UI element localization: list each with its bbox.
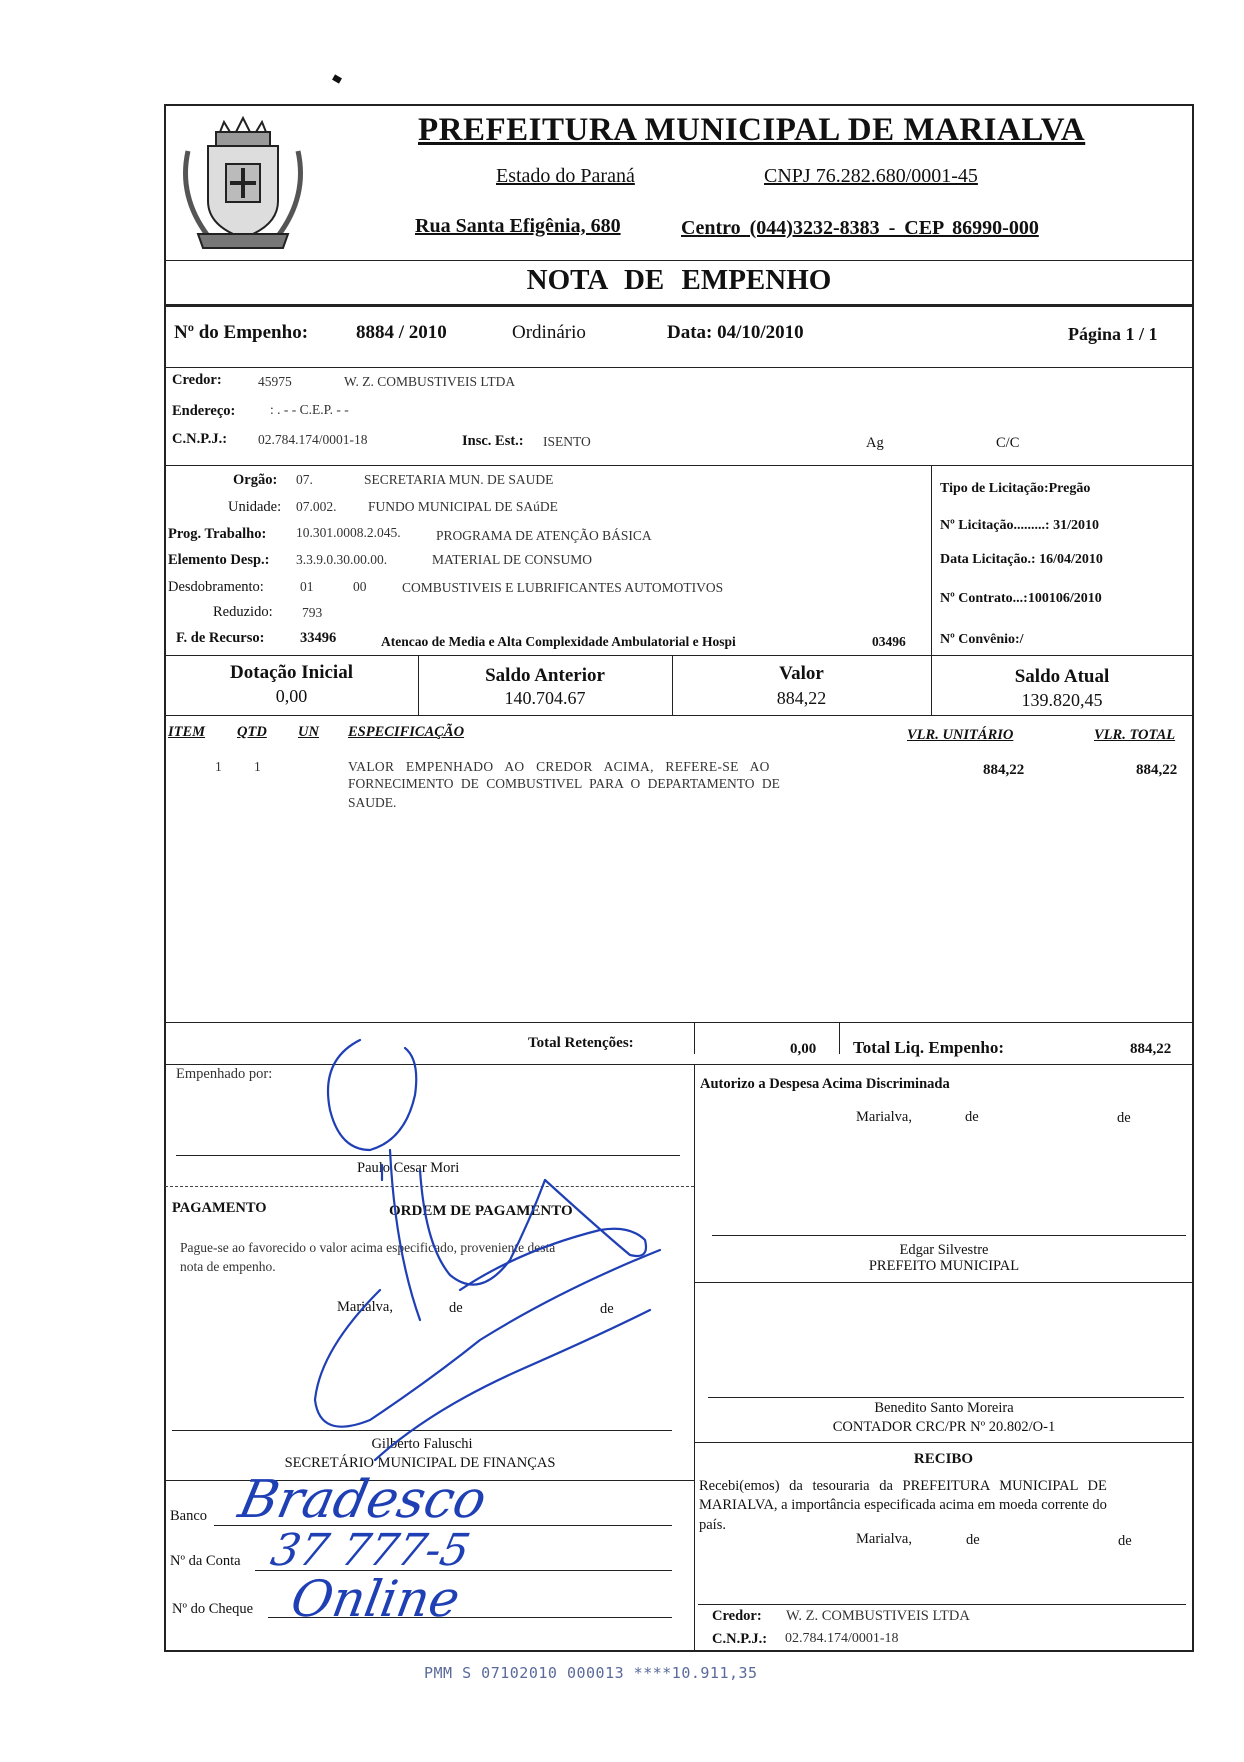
licitacao-tipo: Tipo de Licitação:Pregão bbox=[940, 481, 1091, 496]
empenho-label: Nº do Empenho: bbox=[174, 322, 309, 343]
divider bbox=[694, 1064, 695, 1650]
autorizo-place: Marialva, bbox=[856, 1109, 912, 1125]
coat-of-arms-logo bbox=[168, 106, 318, 256]
prog-name: PROGRAMA DE ATENÇÃO BÁSICA bbox=[436, 528, 652, 543]
divider bbox=[165, 304, 1193, 307]
ag-label: Ag bbox=[866, 435, 884, 451]
divider bbox=[165, 715, 1193, 716]
header-address-rest: Centro (044)3232-8383 - CEP 86990-000 bbox=[681, 217, 1039, 239]
recurso-code: 33496 bbox=[300, 630, 337, 646]
page-number: Página 1 / 1 bbox=[1068, 324, 1158, 344]
divider bbox=[931, 465, 932, 655]
recibo-line3: país. bbox=[699, 1517, 726, 1533]
insc-label: Insc. Est.: bbox=[462, 433, 524, 449]
col-unit-header: VLR. UNITÁRIO bbox=[907, 727, 1014, 743]
saldo-anterior-value: 140.704.67 bbox=[504, 688, 586, 708]
licitacao-contrato: Nº Contrato...:100106/2010 bbox=[940, 591, 1102, 606]
divider bbox=[165, 655, 1193, 656]
autorizo-title: Autorizo a Despesa Acima Discriminada bbox=[700, 1076, 950, 1092]
dotacao-inicial-value: 0,00 bbox=[275, 686, 308, 706]
item-number: 1 bbox=[215, 759, 222, 774]
recurso-name: Atencao de Media e Alta Complexidade Ambulatorial e Hospi bbox=[381, 634, 736, 649]
recibo-place: Marialva, bbox=[856, 1531, 912, 1547]
endereco-value: : . - - C.E.P. - - bbox=[270, 402, 349, 417]
contador-name: Benedito Santo Moreira bbox=[874, 1400, 1014, 1416]
header-address: Rua Santa Efigênia, 680 bbox=[415, 215, 621, 237]
cnpj-value: 02.784.174/0001-18 bbox=[258, 432, 368, 447]
divider bbox=[165, 260, 1193, 261]
header-cnpj: CNPJ 76.282.680/0001-45 bbox=[764, 165, 978, 187]
recibo-line1: Recebi(emos) da tesouraria da PREFEITURA MUNICIPAL DE bbox=[699, 1478, 1107, 1494]
credor-label: Credor: bbox=[172, 372, 222, 388]
licitacao-convenio: Nº Convênio:/ bbox=[940, 632, 1024, 647]
col-espec-header: ESPECIFICAÇÃO bbox=[348, 724, 465, 740]
pagamento-signer-role: SECRETÁRIO MUNICIPAL DE FINANÇAS bbox=[284, 1455, 556, 1471]
recibo-cnpj-value: 02.784.174/0001-18 bbox=[785, 1631, 899, 1646]
divider bbox=[165, 1186, 694, 1187]
divider bbox=[694, 1022, 695, 1054]
reduzido-value: 793 bbox=[302, 605, 323, 620]
licitacao-data: Data Licitação.: 16/04/2010 bbox=[940, 552, 1103, 567]
recibo-cnpj-label: C.N.P.J.: bbox=[712, 1631, 768, 1647]
autorizo-de2: de bbox=[1117, 1110, 1131, 1126]
item-desc-line1: VALOR EMPENHADO AO CREDOR ACIMA, REFERE-SE AO bbox=[348, 759, 770, 774]
desdobramento-name: COMBUSTIVEIS E LUBRIFICANTES AUTOMOTIVOS bbox=[402, 580, 724, 595]
recibo-de2: de bbox=[1118, 1533, 1132, 1549]
banco-handwritten: Bradesco bbox=[233, 1470, 492, 1530]
elemento-code: 3.3.9.0.30.00.00. bbox=[296, 552, 388, 567]
total-liquido-value: 884,22 bbox=[1130, 1041, 1172, 1057]
recibo-de1: de bbox=[966, 1532, 980, 1548]
pagamento-text-line1: Pague-se ao favorecido o valor acima especificado, proveniente desta bbox=[180, 1240, 556, 1255]
document-title: NOTA DE EMPENHO bbox=[526, 264, 832, 296]
conta-label: Nº da Conta bbox=[170, 1553, 241, 1569]
recibo-credor-value: W. Z. COMBUSTIVEIS LTDA bbox=[786, 1608, 970, 1624]
empenhado-label: Empenhado por: bbox=[176, 1066, 273, 1082]
valor-value: 884,22 bbox=[776, 688, 827, 708]
desdobramento-code2: 00 bbox=[353, 579, 367, 594]
empenhado-name: Paulo Cesar Mori bbox=[357, 1160, 460, 1176]
conta-handwritten: 37 777-5 bbox=[266, 1525, 475, 1576]
credor-name: W. Z. COMBUSTIVEIS LTDA bbox=[344, 374, 516, 389]
item-desc-line3: SAUDE. bbox=[348, 795, 397, 810]
total-retencoes-label: Total Retenções: bbox=[528, 1035, 634, 1051]
scan-speck bbox=[332, 74, 342, 83]
recibo-line2: MARIALVA, a importância especificada acima em moeda corrente do bbox=[699, 1497, 1107, 1513]
item-qtd: 1 bbox=[254, 759, 261, 774]
col-qtd-header: QTD bbox=[237, 724, 267, 740]
autorizo-signer-name: Edgar Silvestre bbox=[899, 1242, 989, 1258]
item-total-value: 884,22 bbox=[1136, 762, 1178, 778]
banco-label: Banco bbox=[170, 1508, 208, 1524]
cheque-label: Nº do Cheque bbox=[172, 1601, 254, 1617]
orgao-name: SECRETARIA MUN. DE SAUDE bbox=[364, 472, 554, 487]
signature-line bbox=[176, 1155, 680, 1156]
divider bbox=[165, 367, 1193, 368]
endereco-label: Endereço: bbox=[172, 403, 236, 419]
recibo-credor-label: Credor: bbox=[712, 1608, 762, 1624]
col-un-header: UN bbox=[298, 724, 319, 740]
insc-value: ISENTO bbox=[543, 434, 591, 449]
pagamento-place: Marialva, bbox=[337, 1299, 393, 1315]
pagamento-signer-name: Gilberto Faluschi bbox=[371, 1436, 473, 1452]
saldo-anterior-label: Saldo Anterior bbox=[485, 665, 605, 686]
signature-line bbox=[172, 1430, 672, 1431]
autorizo-signer-role: PREFEITO MUNICIPAL bbox=[868, 1258, 1020, 1274]
header-state: Estado do Paraná bbox=[496, 165, 635, 187]
saldo-atual-label: Saldo Atual bbox=[1014, 666, 1110, 687]
elemento-name: MATERIAL DE CONSUMO bbox=[432, 552, 593, 567]
col-total-header: VLR. TOTAL bbox=[1094, 727, 1176, 743]
divider bbox=[839, 1022, 840, 1054]
signature-line bbox=[712, 1235, 1186, 1236]
credor-code: 45975 bbox=[258, 374, 292, 389]
empenho-number: 8884 / 2010 bbox=[356, 322, 447, 343]
item-desc-line2: FORNECIMENTO DE COMBUSTIVEL PARA O DEPARTAMENTO DE bbox=[348, 776, 780, 791]
total-retencoes-value: 0,00 bbox=[790, 1041, 817, 1057]
divider bbox=[165, 1064, 1193, 1065]
recurso-label: F. de Recurso: bbox=[176, 630, 265, 646]
divider bbox=[165, 1022, 1193, 1023]
pagamento-label: PAGAMENTO bbox=[172, 1200, 267, 1216]
col-item-header: ITEM bbox=[168, 724, 206, 740]
pagamento-de1: de bbox=[449, 1300, 463, 1316]
cheque-handwritten: Online bbox=[286, 1570, 465, 1628]
divider bbox=[694, 1442, 1193, 1443]
unidade-code: 07.002. bbox=[296, 499, 337, 514]
cc-label: C/C bbox=[996, 435, 1020, 451]
cnpj-label: C.N.P.J.: bbox=[172, 431, 228, 447]
signature-line bbox=[708, 1397, 1184, 1398]
contador-role: CONTADOR CRC/PR Nº 20.802/O-1 bbox=[832, 1419, 1056, 1435]
recurso-code2: 03496 bbox=[872, 634, 906, 649]
authentication-stamp: PMM S 07102010 000013 ****10.911,35 bbox=[424, 1664, 758, 1682]
valor-label: Valor bbox=[779, 663, 824, 684]
autorizo-de1: de bbox=[965, 1109, 979, 1125]
elemento-label: Elemento Desp.: bbox=[168, 552, 270, 568]
pagamento-text-line2: nota de empenho. bbox=[180, 1259, 276, 1274]
orgao-label: Orgão: bbox=[233, 472, 278, 488]
desdobramento-label: Desdobramento: bbox=[168, 579, 264, 595]
licitacao-numero: Nº Licitação.........: 31/2010 bbox=[940, 518, 1099, 533]
total-liquido-label: Total Liq. Empenho: bbox=[853, 1038, 1004, 1057]
pagamento-de2: de bbox=[600, 1301, 614, 1317]
signature-line bbox=[698, 1604, 1186, 1605]
divider bbox=[165, 465, 1193, 466]
unidade-name: FUNDO MUNICIPAL DE SAúDE bbox=[368, 499, 558, 514]
header-title: PREFEITURA MUNICIPAL DE MARIALVA bbox=[418, 112, 1086, 148]
prog-label: Prog. Trabalho: bbox=[168, 526, 267, 542]
desdobramento-code1: 01 bbox=[300, 579, 314, 594]
empenho-date: Data: 04/10/2010 bbox=[667, 322, 804, 343]
item-unit-value: 884,22 bbox=[983, 762, 1025, 778]
reduzido-label: Reduzido: bbox=[213, 604, 273, 620]
unidade-label: Unidade: bbox=[228, 499, 282, 515]
prog-code: 10.301.0008.2.045. bbox=[296, 525, 401, 540]
empenho-type: Ordinário bbox=[512, 322, 586, 343]
saldo-atual-value: 139.820,45 bbox=[1021, 690, 1103, 710]
dotacao-inicial-label: Dotação Inicial bbox=[230, 662, 353, 683]
orgao-code: 07. bbox=[296, 472, 313, 487]
divider bbox=[694, 1282, 1193, 1283]
recibo-title: RECIBO bbox=[913, 1451, 974, 1467]
ordem-pagamento-title: ORDEM DE PAGAMENTO bbox=[389, 1203, 573, 1219]
